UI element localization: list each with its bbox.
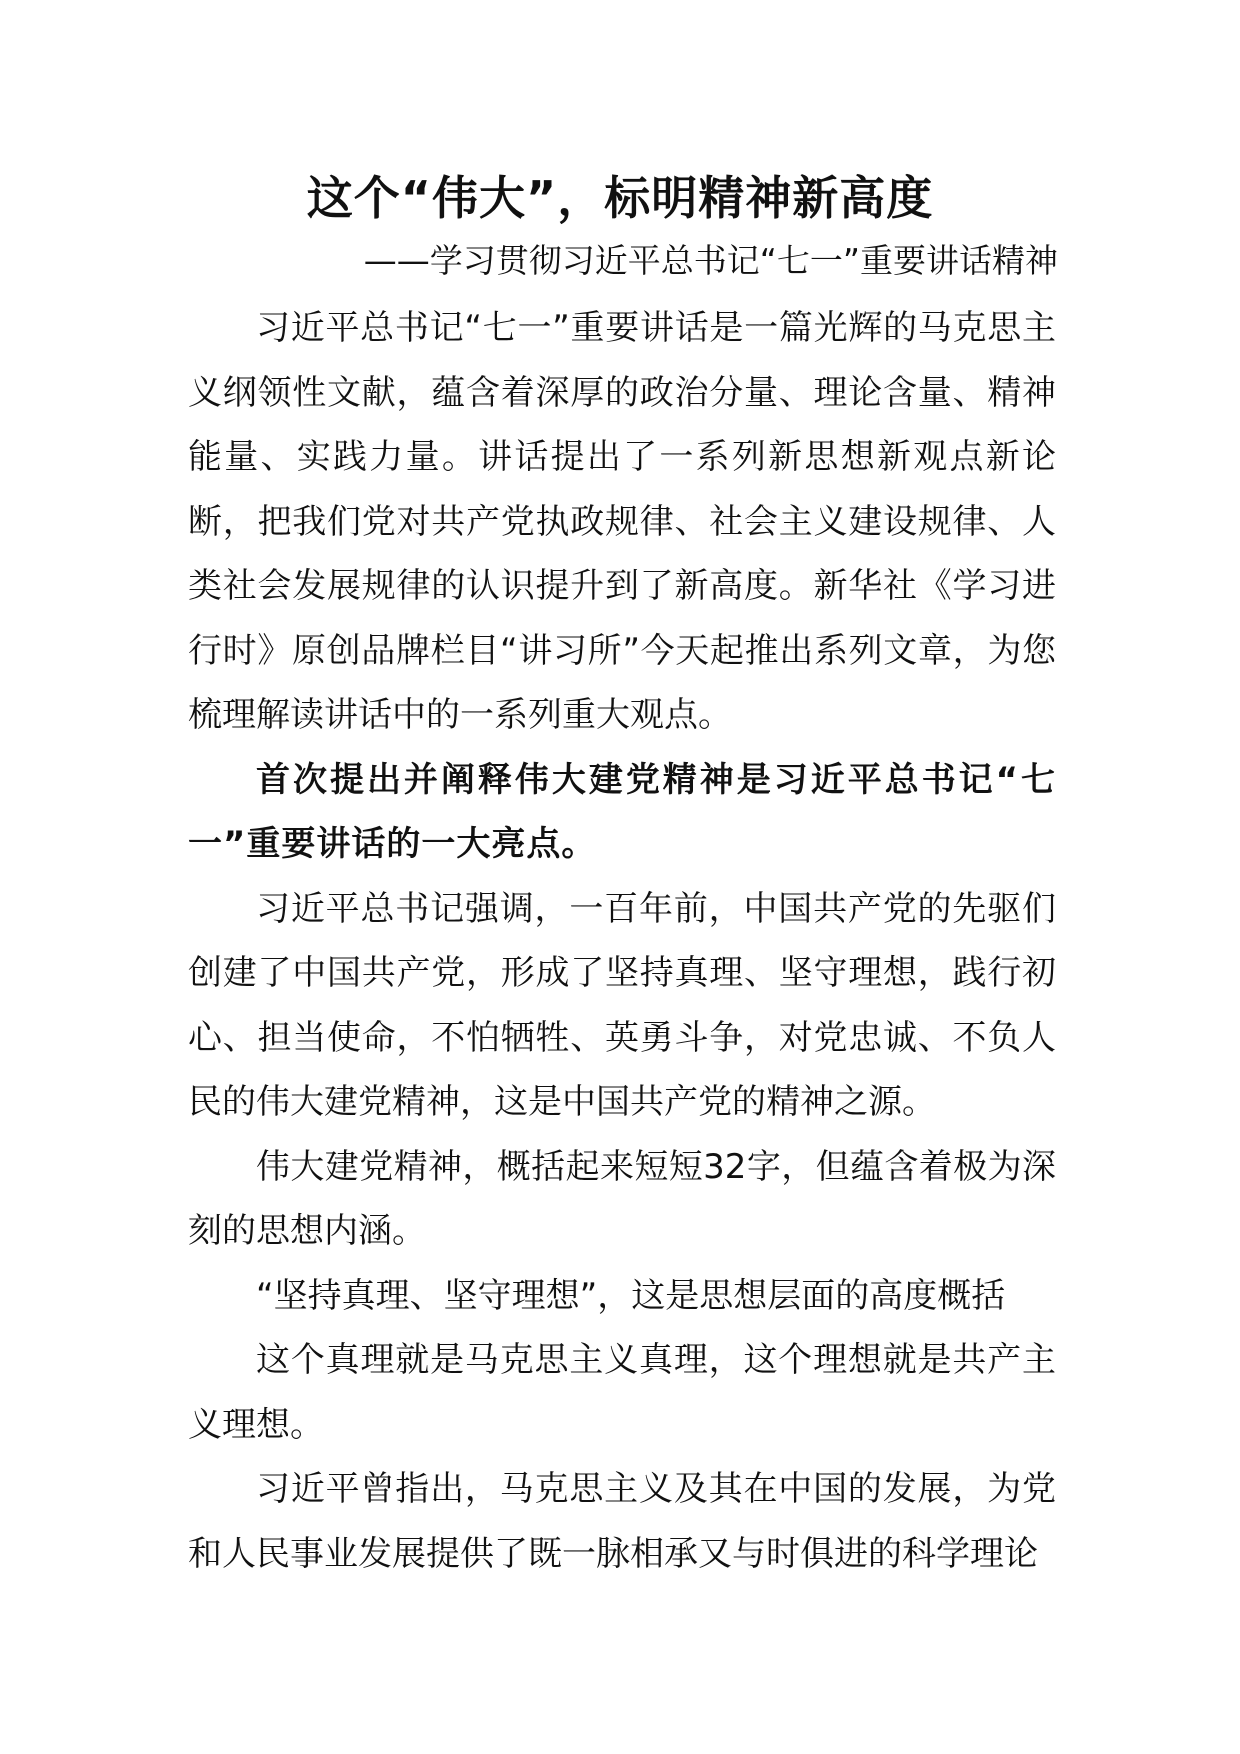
- document-subtitle: ——学习贯彻习近平总书记“七一”重要讲话精神: [363, 241, 1058, 280]
- paragraph-highlight: 首次提出并阐释伟大建党精神是习近平总书记“七一”重要讲话的一大亮点。: [188, 759, 1056, 864]
- section-heading: “坚持真理、坚守理想”，这是思想层面的高度概括: [256, 1275, 1006, 1316]
- document-body: [188, 296, 1056, 1586]
- paragraph: 伟大建党精神，概括起来短短32字，但蕴含着极为深刻的思想内涵。: [188, 1146, 1056, 1251]
- document-title: 这个“伟大”，标明精神新高度: [306, 171, 934, 225]
- paragraph: 习近平总书记强调，一百年前，中国共产党的先驱们创建了中国共产党，形成了坚持真理、坚守理想，践行初心、担当使命，不怕牺牲、英勇斗争，对党忠诚、不负人民的伟大建党精神，这是中国共产党的精神之源。: [188, 888, 1056, 1122]
- paragraph-intro: 习近平总书记“七一”重要讲话是一篇光辉的马克思主义纲领性文献，蕴含着深厚的政治分量、理论含量、精神能量、实践力量。讲话提出了一系列新思想新观点新论断，把我们党对共产党执政规律、社会主义建设规律、人类社会发展规律的认识提升到了新高度。新华社《学习进行时》原创品牌栏目“讲习所”今天起推出系列文章，为您梳理解读讲话中的一系列重大观点。: [188, 308, 1056, 735]
- paragraph: 这个真理就是马克思主义真理，这个理想就是共产主义理想。: [188, 1340, 1056, 1445]
- paragraph: 习近平曾指出，马克思主义及其在中国的发展，为党和人民事业发展提供了既一脉相承又与时俱进的科学理论: [188, 1469, 1056, 1574]
